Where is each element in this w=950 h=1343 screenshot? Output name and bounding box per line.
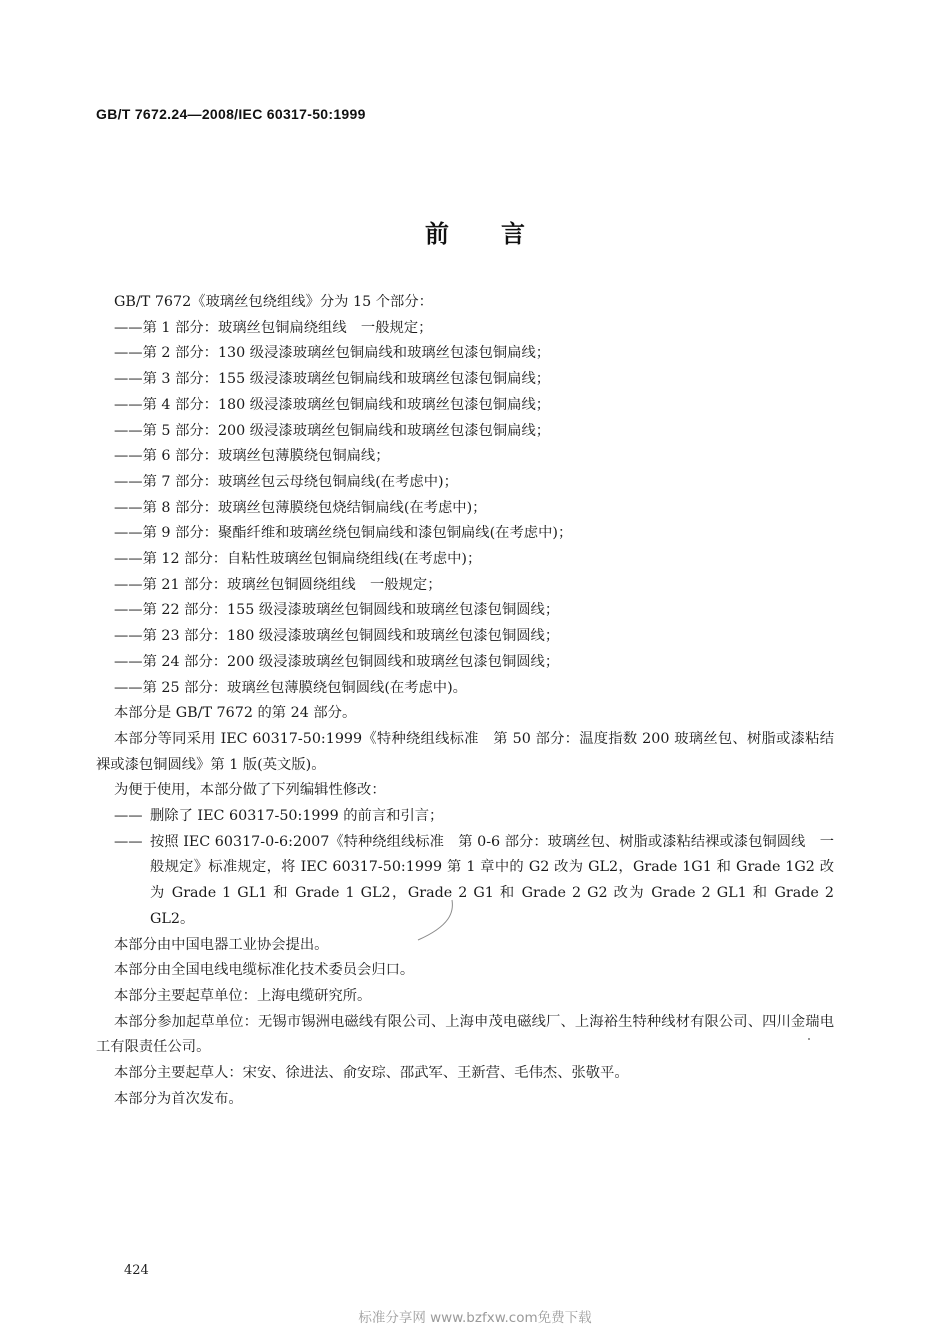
- list-item: ——第 3 部分：155 级浸漆玻璃丝包铜扁线和玻璃丝包漆包铜扁线；: [114, 371, 551, 388]
- first-release: 本部分为首次发布。: [114, 1090, 243, 1107]
- participating-units: 本部分参加起草单位：无锡市锡洲电磁线有限公司、上海申茂电磁线厂、上海裕生特种线材有限公司、四川金瑞电工有限责任公司。: [96, 1013, 834, 1056]
- main-drafting-unit: 本部分主要起草单位：上海电缆研究所。: [114, 987, 372, 1004]
- adoption-statement: 本部分等同采用 IEC 60317-50:1999《特种绕组线标准 第 50 部分：温度指数 200 玻璃丝包、树脂或漆粘结裸或漆包铜圆线》第 1 版(英文版)。: [96, 730, 834, 773]
- list-item: ——第 4 部分：180 级浸漆玻璃丝包铜扁线和玻璃丝包漆包铜扁线；: [114, 396, 551, 413]
- scan-mark-decoration: [412, 896, 462, 946]
- proposed-by: 本部分由中国电器工业协会提出。: [114, 936, 329, 953]
- page-number: 424: [124, 1263, 149, 1278]
- edits-list: [114, 804, 834, 933]
- page-title: 前言: [425, 220, 577, 248]
- list-item: ——第 8 部分：玻璃丝包薄膜绕包烧结铜扁线(在考虑中)；: [114, 499, 487, 516]
- list-item: ——第 7 部分：玻璃丝包云母绕包铜扁线(在考虑中)；: [114, 473, 458, 490]
- list-item: [114, 804, 834, 830]
- list-item: ——第 6 部分：玻璃丝包薄膜绕包铜扁线；: [114, 448, 390, 465]
- list-item: [114, 830, 834, 933]
- list-item: ——第 23 部分：180 级浸漆玻璃丝包铜圆线和玻璃丝包漆包铜圆线；: [114, 628, 560, 645]
- list-item: ——第 24 部分：200 级浸漆玻璃丝包铜圆线和玻璃丝包漆包铜圆线；: [114, 653, 560, 670]
- part-statement: 本部分是 GB/T 7672 的第 24 部分。: [114, 705, 357, 722]
- under-jurisdiction: 本部分由全国电线电缆标准化技术委员会归口。: [114, 962, 415, 979]
- standard-number: GB/T 7672.24—2008/IEC 60317-50:1999: [96, 106, 366, 122]
- foreword-body: [96, 290, 834, 1113]
- list-item: ——第 2 部分：130 级浸漆玻璃丝包铜扁线和玻璃丝包漆包铜扁线；: [114, 345, 551, 362]
- list-item: ——第 22 部分：155 级浸漆玻璃丝包铜圆线和玻璃丝包漆包铜圆线；: [114, 602, 560, 619]
- list-item: ——第 1 部分：玻璃丝包铜扁绕组线 一般规定；: [114, 319, 433, 336]
- list-dash: ——: [114, 808, 143, 825]
- edits-intro: 为便于使用，本部分做了下列编辑性修改：: [114, 782, 386, 799]
- parts-list: [114, 316, 834, 702]
- list-item: ——第 12 部分：自粘性玻璃丝包铜扁绕组线(在考虑中)；: [114, 551, 482, 568]
- list-item-text: 删除了 IEC 60317-50:1999 的前言和引言；: [150, 808, 444, 825]
- list-item: ——第 25 部分：玻璃丝包薄膜绕包铜圆线(在考虑中)。: [114, 679, 467, 696]
- list-dash: ——: [114, 833, 143, 850]
- list-item: ——第 9 部分：聚酯纤维和玻璃丝绕包铜扁线和漆包铜扁线(在考虑中)；: [114, 525, 573, 542]
- main-drafters: 本部分主要起草人：宋安、徐进法、俞安琮、邵武军、王新营、毛伟杰、张敬平。: [114, 1065, 629, 1082]
- list-item-text: 按照 IEC 60317-0-6:2007《特种绕组线标准 第 0-6 部分：玻璃丝包、树脂或漆粘结裸或漆包铜圆线 一般规定》标准规定，将 IEC 60317-50:1999 第 1 章中的 G2 改为 GL2，Grade 1G1 和 Grade 1G2 改为 Grade 1 GL1 和 Grade 1 GL2，Grade 2 G1 和 Grade 2 G2 改为 Grade 2 GL1 和 Grade 2 GL2。: [150, 833, 834, 927]
- standard-number-header: [96, 106, 366, 122]
- list-item: ——第 21 部分：玻璃丝包铜圆绕组线 一般规定；: [114, 576, 442, 593]
- intro-paragraph: GB/T 7672《玻璃丝包绕组线》分为 15 个部分：: [114, 294, 433, 310]
- watermark: 标准分享网 www.bzfxw.com免费下载: [358, 1310, 592, 1326]
- list-item: ——第 5 部分：200 级浸漆玻璃丝包铜扁线和玻璃丝包漆包铜扁线；: [114, 422, 551, 439]
- scan-dot: [808, 1038, 810, 1040]
